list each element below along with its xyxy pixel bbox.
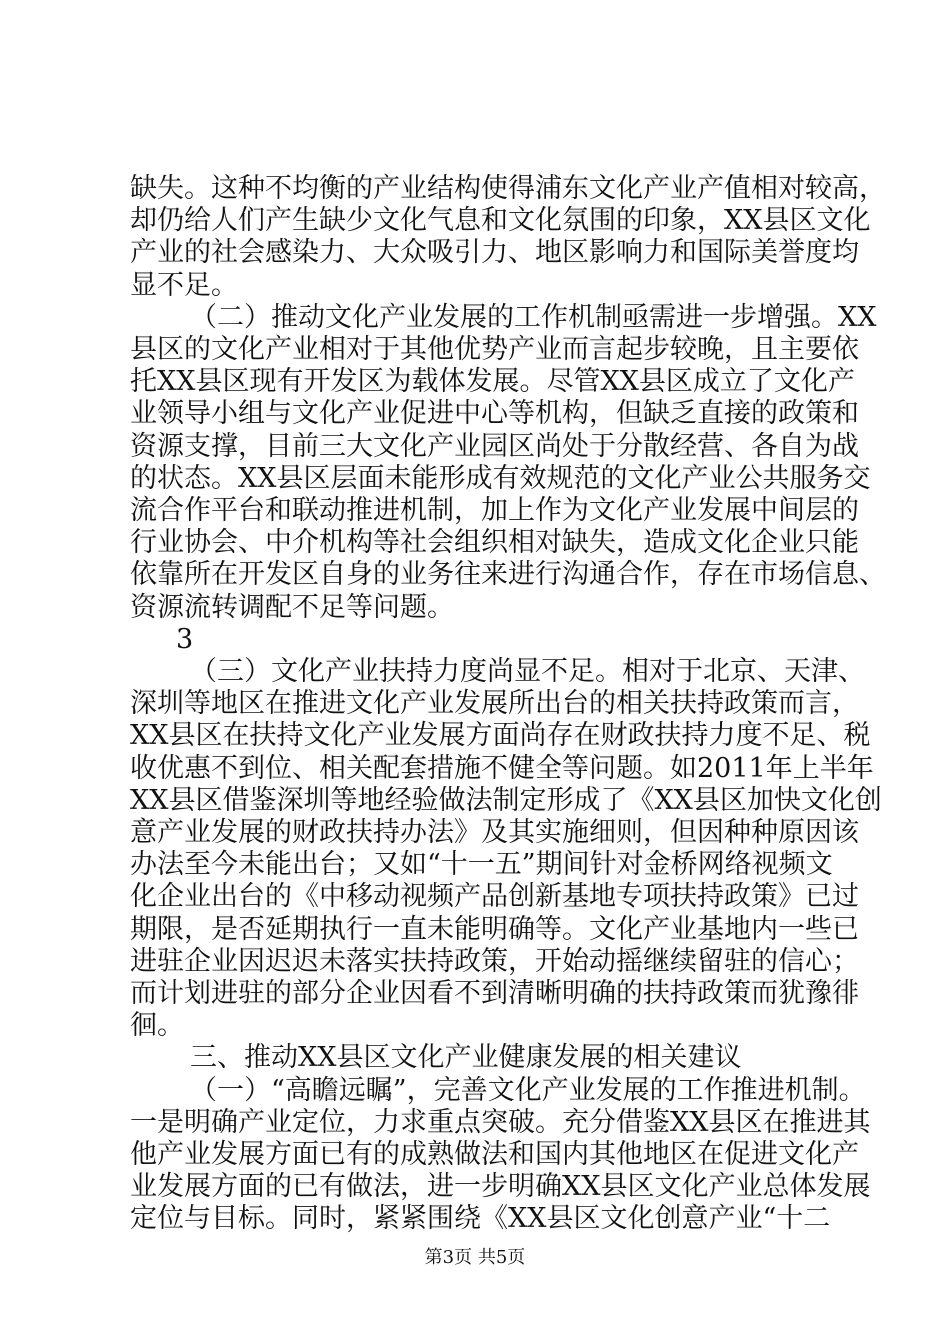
page-number-marker: 3 <box>176 624 194 655</box>
page-footer: 第3页 共5页 <box>424 1247 526 1268</box>
text-line: 县区的文化产业相对于其他优势产业而言起步较晚，且主要依 <box>130 334 859 365</box>
text-line: 化企业出台的《中移动视频产品创新基地专项扶持政策》已过 <box>130 881 859 912</box>
text-line: 却仍给人们产生缺少文化气息和文化氛围的印象，XX县区文化 <box>130 205 871 236</box>
text-line: 流合作平台和联动推进机制，加上作为文化产业发展中间层的 <box>130 495 859 526</box>
text-line: 徊。 <box>130 1010 184 1041</box>
text-line: 而计划进驻的部分企业因看不到清晰明确的扶持政策而犹豫徘 <box>130 978 859 1009</box>
text-line: 期限，是否延期执行一直未能明确等。文化产业基地内一些已 <box>130 914 859 945</box>
text-line: 业发展方面的已有做法，进一步明确XX县区文化产业总体发展 <box>130 1171 871 1202</box>
text-line: 收优惠不到位、相关配套措施不健全等问题。如2011年上半年 <box>130 753 874 784</box>
text-line: XX县区借鉴深圳等地经验做法制定形成了《XX县区加快文化创 <box>130 785 882 816</box>
text-line: 办法至今未能出台；又如“十一五”期间针对金桥网络视频文 <box>130 849 833 880</box>
text-line: 的状态。XX县区层面未能形成有效规范的文化产业公共服务交 <box>130 463 871 494</box>
text-line: （一）“高瞻远瞩”，完善文化产业发展的工作推进机制。 <box>190 1075 866 1106</box>
text-line: 意产业发展的财政扶持办法》及其实施细则，但因种种原因该 <box>130 817 859 848</box>
text-line: 行业协会、中介机构等社会组织相对缺失，造成文化企业只能 <box>130 527 859 558</box>
text-line: 产业的社会感染力、大众吸引力、地区影响力和国际美誉度均 <box>130 237 859 268</box>
text-line: 资源支撑，目前三大文化产业园区尚处于分散经营、各自为战 <box>130 431 859 462</box>
text-line: 定位与目标。同时，紧紧围绕《XX县区文化创意产业“十二 <box>130 1203 831 1234</box>
text-line: 一是明确产业定位，力求重点突破。充分借鉴XX县区在推进其 <box>130 1107 871 1138</box>
text-line: XX县区在扶持文化产业发展方面尚存在财政扶持力度不足、税 <box>130 720 871 751</box>
text-line: 显不足。 <box>130 270 238 301</box>
text-line: 资源流转调配不足等问题。 <box>130 592 454 623</box>
text-line: 托XX县区现有开发区为载体发展。尽管XX县区成立了文化产 <box>130 366 855 397</box>
text-line: （三）文化产业扶持力度尚显不足。相对于北京、天津、 <box>190 656 865 687</box>
text-line: 他产业发展方面已有的成熟做法和国内其他地区在促进文化产 <box>130 1139 859 1170</box>
text-line: 业领导小组与文化产业促进中心等机构，但缺乏直接的政策和 <box>130 398 859 429</box>
text-line: 缺失。这种不均衡的产业结构使得浦东文化产业产值相对较高， <box>130 173 886 204</box>
section-heading: 三、推动XX县区文化产业健康发展的相关建议 <box>190 1042 742 1073</box>
text-line: 依靠所在开发区自身的业务往来进行沟通合作，存在市场信息、 <box>130 559 886 590</box>
text-line: 进驻企业因迟迟未落实扶持政策，开始动摇继续留驻的信心； <box>130 946 859 977</box>
text-line: （二）推动文化产业发展的工作机制亟需进一步增强。XX <box>190 302 877 333</box>
text-line: 深圳等地区在推进文化产业发展所出台的相关扶持政策而言， <box>130 688 859 719</box>
